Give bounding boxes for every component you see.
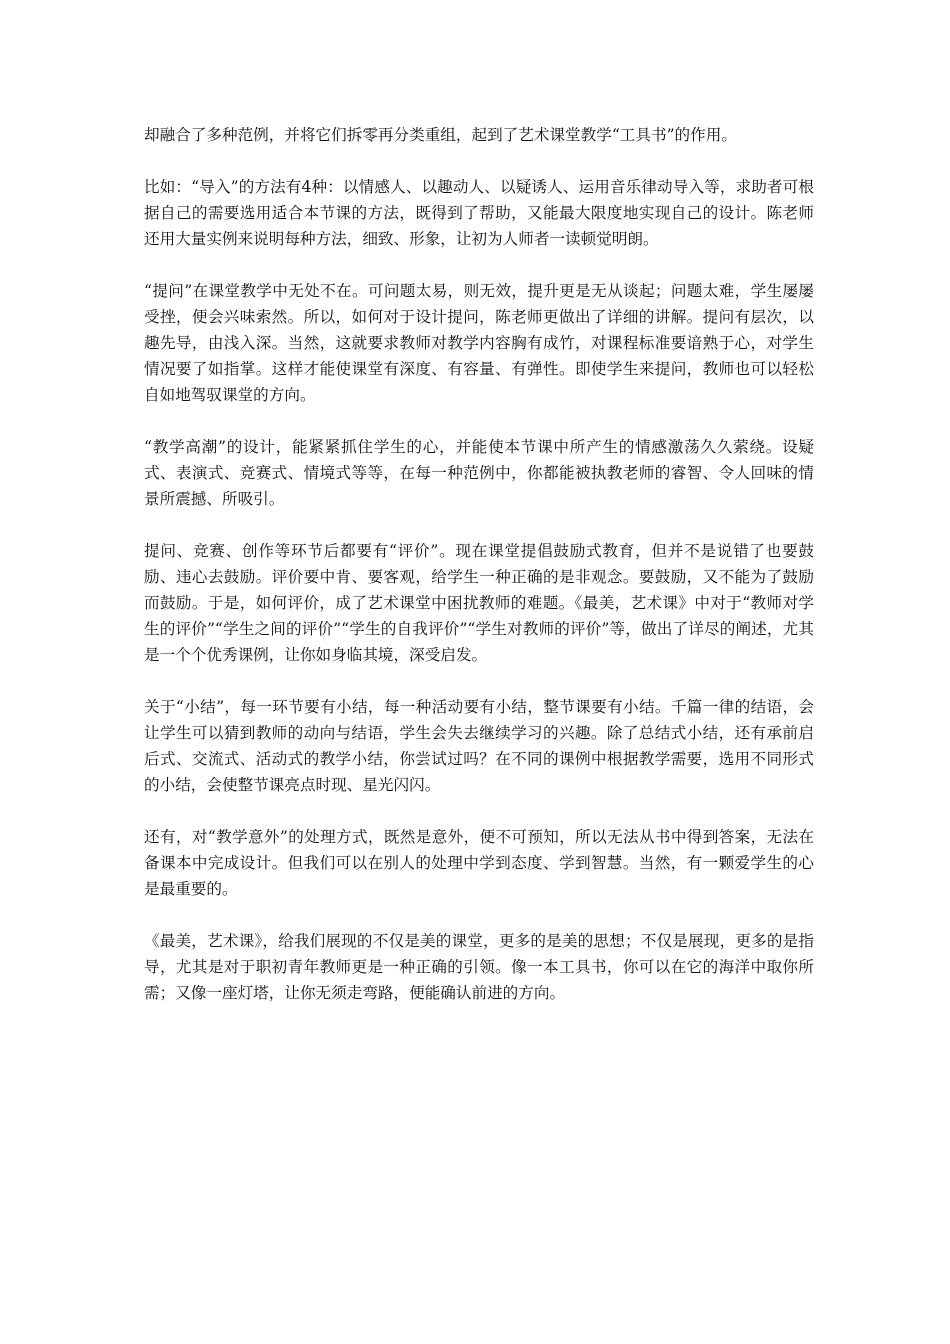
paragraph-4: “教学高潮”的设计，能紧紧抓住学生的心，并能使本节课中所产生的情感激荡久久萦绕。设疑式、表演式、竞赛式、情境式等等，在每一种范例中，你都能被执教老师的睿智、令人回味的情景所震撼、所吸引。 [144,438,814,508]
paragraph-5: 提问、竞赛、创作等环节后都要有“评价”。现在课堂提倡鼓励式教育，但并不是说错了也要鼓励、违心去鼓励。评价要中肯、要客观，给学生一种正确的是非观念。要鼓励，又不能为了鼓励而鼓励。于是，如何评价，成了艺术课堂中困扰教师的难题。《最美，艺术课》中对于“教师对学生的评价”“学生之间的评价”“学生的自我评价”“学生对教师的评价”等，做出了详尽的阐述，尤其是一个个优秀课例，让你如身临其境，深受启发。 [144,542,814,664]
paragraph-8: 《最美，艺术课》，给我们展现的不仅是美的课堂，更多的是美的思想；不仅是展现，更多的是指导，尤其是对于职初青年教师更是一种正确的引领。像一本工具书，你可以在它的海洋中取你所需；又像一座灯塔，让你无须走弯路，便能确认前进的方向。 [144,932,814,1002]
paragraph-6: 关于“小结”，每一环节要有小结，每一种活动要有小结，整节课要有小结。千篇一律的结语，会让学生可以猜到教师的动向与结语，学生会失去继续学习的兴趣。除了总结式小结，还有承前启后式、交流式、活动式的教学小结，你尝试过吗？在不同的课例中根据教学需要，选用不同形式的小结，会使整节课亮点时现、星光闪闪。 [144,698,814,794]
paragraph-7: 还有，对“教学意外”的处理方式，既然是意外，便不可预知，所以无法从书中得到答案，无法在备课本中完成设计。但我们可以在别人的处理中学到态度、学到智慧。当然，有一颗爱学生的心是最重要的。 [144,828,814,898]
paragraph-3: “提问”在课堂教学中无处不在。可问题太易，则无效，提升更是无从谈起；问题太难，学生屡屡受挫，便会兴味索然。所以，如何对于设计提问，陈老师更做出了详细的讲解。提问有层次，以趣先导，由浅入深。当然，这就要求教师对教学内容胸有成竹，对课程标准要谙熟于心，对学生情况要了如指掌。这样才能使课堂有深度、有容量、有弹性。即使学生来提问，教师也可以轻松自如地驾驭课堂的方向。 [144,282,814,404]
paragraph-2: 比如：“导入”的方法有4种：以情感人、以趣动人、以疑诱人、运用音乐律动导入等，求助者可根据自己的需要选用适合本节课的方法，既得到了帮助，又能最大限度地实现自己的设计。陈老师还用大量实例来说明每种方法，细致、形象，让初为人师者一读顿觉明朗。 [144,178,814,248]
paragraph-1: 却融合了多种范例，并将它们拆零再分类重组，起到了艺术课堂教学“工具书”的作用。 [144,126,737,144]
document-body [144,122,814,1032]
